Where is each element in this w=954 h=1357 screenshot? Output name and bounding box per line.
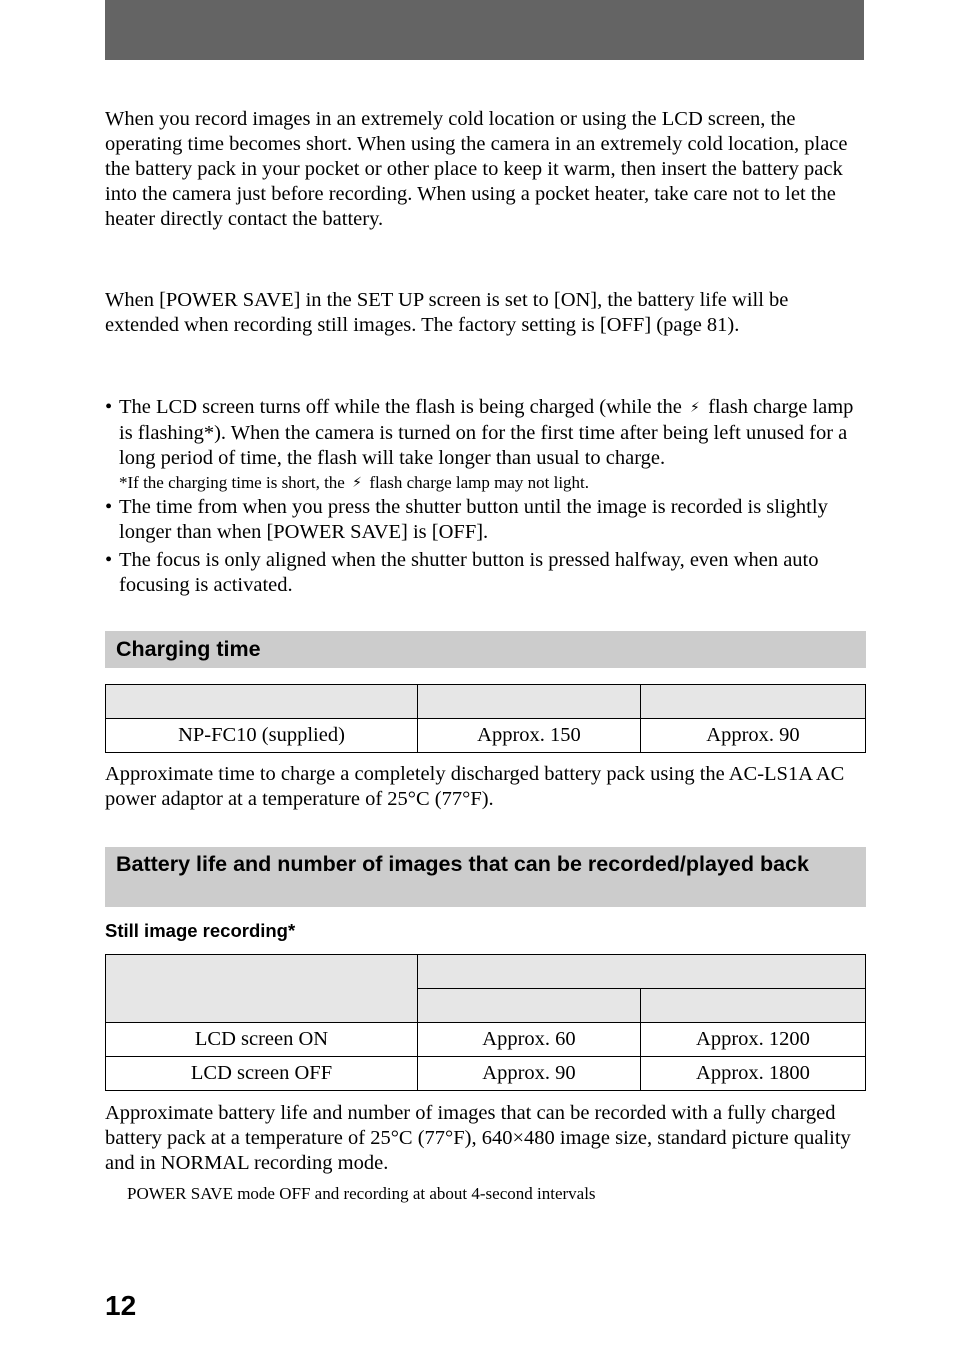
table-cell: Approx. 60 xyxy=(418,1023,641,1057)
footnote: POWER SAVE mode OFF and recording at about 4-second intervals xyxy=(127,1184,596,1203)
table-cell: Approx. 1200 xyxy=(641,1023,866,1057)
table-cell: Approx. 90 xyxy=(641,719,866,753)
still-image-subheading: Still image recording* xyxy=(105,920,296,941)
battery-life-table xyxy=(105,954,866,1091)
table-row xyxy=(106,719,866,753)
battery-life-caption: Approximate battery life and number of images that can be recorded with a fully charged battery pack at a temperature of 25°C (77°F), 640×480 image size, standard picture quality and in NORMAL recording mode. xyxy=(105,1102,851,1174)
table-cell: Approx. 90 xyxy=(418,1057,641,1091)
table-header-cell xyxy=(418,955,866,989)
bullet-marker: • xyxy=(105,549,113,571)
table-header-cell xyxy=(641,989,866,1023)
table-header-cell xyxy=(106,955,418,1023)
charging-time-table xyxy=(105,684,866,753)
bullet-marker: • xyxy=(105,496,113,518)
flash-icon: ⚡︎ xyxy=(352,475,363,491)
charging-time-heading: Charging time xyxy=(105,631,866,668)
table-header-row xyxy=(106,955,866,989)
list-item xyxy=(105,395,865,471)
bullet-text: The focus is only aligned when the shutter button is pressed halfway, even when auto focusing is activated. xyxy=(119,549,819,596)
chapter-header-bar xyxy=(105,0,864,60)
table-header-cell xyxy=(418,989,641,1023)
table-row xyxy=(106,1057,866,1091)
charging-caption: Approximate time to charge a completely discharged battery pack using the AC-LS1A AC power adaptor at a temperature of 25°C (77°F). xyxy=(105,763,845,810)
note-text: *If the charging time is short, the xyxy=(119,473,345,492)
list-item xyxy=(105,548,865,598)
table-header-row xyxy=(106,685,866,719)
bullet-text: flash charge lamp is flashing*). When the camera is turned on for the first time after being left unused for a long period of time, the flash will take longer than usual to charge. xyxy=(119,396,854,469)
table-header-cell xyxy=(641,685,866,719)
power-save-paragraph: When [POWER SAVE] in the SET UP screen is set to [ON], the battery life will be extended when recording still images. The factory setting is [OFF] (page 81). xyxy=(105,289,789,336)
table-cell: NP-FC10 (supplied) xyxy=(106,719,418,753)
note-text: flash charge lamp may not light. xyxy=(369,473,590,492)
list-item xyxy=(105,495,865,545)
bullet-text: The LCD screen turns off while the flash is being charged (while the xyxy=(119,396,682,418)
table-header-cell xyxy=(418,685,641,719)
table-header-cell xyxy=(106,685,418,719)
battery-life-heading: Battery life and number of images that can be recorded/played back xyxy=(105,847,866,907)
table-cell: LCD screen OFF xyxy=(106,1057,418,1091)
flash-note xyxy=(105,471,865,495)
bullet-marker: • xyxy=(105,396,113,418)
table-cell: Approx. 1800 xyxy=(641,1057,866,1091)
cold-location-paragraph: When you record images in an extremely cold location or using the LCD screen, the operating time becomes short. When using the camera in an extremely cold location, place the battery pack in your pocket or other place to keep it warm, then insert the battery pack into the camera just before recording. When using a pocket heater, take care not to let the heater directly contact the battery. xyxy=(105,108,848,230)
table-cell: LCD screen ON xyxy=(106,1023,418,1057)
flash-icon: ⚡︎ xyxy=(690,400,700,416)
page-number: 12 xyxy=(105,1290,137,1321)
bullet-text: The time from when you press the shutter button until the image is recorded is slightly longer than when [POWER SAVE] is [OFF]. xyxy=(119,496,828,543)
table-row xyxy=(106,1023,866,1057)
table-cell: Approx. 150 xyxy=(418,719,641,753)
notes-list xyxy=(105,395,865,598)
